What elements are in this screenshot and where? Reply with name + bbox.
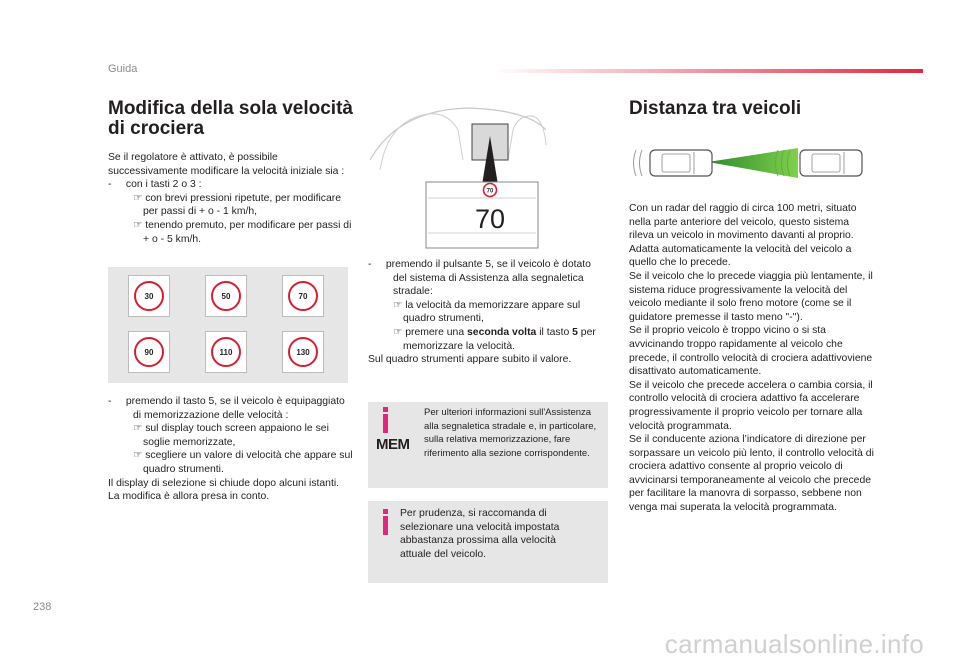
left-item-2-sub-2: ☞ scegliere un valore di velocità che appare sul quadro strumenti.	[133, 450, 353, 475]
speed-sign-70: 70	[282, 275, 324, 317]
section-title-cruise-speed: Modifica della sola velocità di crociera	[108, 98, 353, 139]
speed-sign-110: 110	[205, 331, 247, 373]
middle-outro: Sul quadro strumenti appare subito il valore.	[368, 354, 572, 366]
middle-item-1-sub-2: ☞ premere una seconda volta il tasto 5 per memorizzare la velocità.	[393, 326, 596, 352]
dashboard-right-dial	[508, 116, 546, 160]
right-paragraph: Adatta automaticamente la velocità del veicolo a quello che lo precede.	[629, 243, 852, 269]
left-item-2-sub-1: ☞ sul display touch screen appaiono le sei soglie memorizzate,	[133, 423, 329, 448]
header-accent-line	[493, 69, 923, 73]
info-icon	[379, 407, 393, 433]
info-note-text: Per ulteriori informazioni sull'Assistenza alla segnaletica stradale e, in particolare, sulla relativa memorizzazione, fare riferimento alla sezione corrispondente.	[424, 407, 597, 459]
page-number: 238	[33, 601, 52, 613]
speed-sign-90: 90	[128, 331, 170, 373]
speed-signs-panel	[108, 267, 348, 383]
left-intro: Se il regolatore è attivato, è possibile successivamente modificare la velocità iniziale sia :	[108, 152, 345, 177]
left-text-block-1	[108, 151, 353, 246]
vehicle-distance-illustration	[628, 142, 868, 184]
speed-sign-50: 50	[205, 275, 247, 317]
middle-text-block	[368, 258, 603, 367]
mem-badge: MEM	[376, 436, 410, 453]
motion-lines-rear	[634, 150, 643, 176]
prudence-note-text: Per prudenza, si raccomanda di selezionare una velocità impostata abbastanza prossima alla velocità attuale del veicolo.	[400, 508, 560, 560]
info-note-prudence	[368, 501, 608, 583]
zoom-speed-sign-value: 70	[486, 188, 494, 195]
instrument-cluster-illustration	[368, 100, 548, 250]
zoom-speed-value: 70	[474, 204, 506, 234]
left-item-1-sub-2: ☞ tenendo premuto, per modificare per passi di + o - 5 km/h.	[133, 219, 352, 245]
middle-item-1-sub-1: ☞ la velocità da memorizzare appare sul quadro strumenti,	[393, 299, 581, 325]
right-paragraph: Se il veicolo che precede accelera o cambia corsia, il controllo velocità di crociera adattivo fa accelerare progressivamente il proprio veicolo per tornare alla velocità programmata.	[629, 379, 873, 432]
left-item-2: - premendo il tasto 5, se il veicolo è equipaggiato di memorizzazione delle velocità :	[108, 396, 345, 421]
left-text-block-2	[108, 395, 353, 504]
section-title-distance: Distanza tra veicoli	[629, 98, 802, 119]
left-item-1: - con i tasti 2 o 3 :	[108, 179, 202, 191]
right-paragraph: Se il proprio veicolo è troppo vicino o si sta avvicinando troppo rapidamente al veicolo che precede, il controllo velocità di crociera adattivoviene disattivato automaticamente.	[629, 325, 873, 378]
speed-sign-30: 30	[128, 275, 170, 317]
dashboard-left-dial	[380, 114, 463, 170]
left-outro-1: Il display di selezione si chiude dopo alcuni istanti.	[108, 477, 340, 489]
section-header: Guida	[108, 63, 138, 75]
speed-sign-130: 130	[282, 331, 324, 373]
right-text-block	[629, 202, 874, 515]
preceding-vehicle-icon	[800, 150, 862, 176]
info-icon	[379, 509, 393, 535]
left-item-1-sub-1: ☞ con brevi pressioni ripetute, per modificare per passi di + o - 1 km/h,	[133, 192, 341, 218]
middle-item-1: - premendo il pulsante 5, se il veicolo è dotato del sistema di Assistenza alla segnaletica stradale:	[368, 259, 591, 298]
left-outro-2: La modifica è allora presa in conto.	[108, 491, 270, 503]
right-paragraph: Con un radar del raggio di circa 100 metri, situato nella parte anteriore del veicolo, questo sistema rileva un veicolo in movimento davanti al proprio.	[629, 203, 857, 242]
watermark: carmanualsonline.info	[664, 629, 924, 659]
dashboard-outline	[370, 108, 546, 160]
radar-beam	[708, 148, 798, 178]
info-note-mem	[368, 402, 608, 488]
own-vehicle-icon	[650, 150, 712, 176]
right-paragraph: Se il veicolo che lo precede viaggia più lentamente, il sistema riduce progressivamente la velocità del veicolo mediante il solo freno motore (come se il guidatore premesse il tasto meno "-").	[629, 270, 873, 323]
right-paragraph: Se il conducente aziona l’indicatore di direzione per sorpassare un veicolo più lento, il controllo velocità di crociera adattivo consente al proprio veicolo di avvicinarsi temporaneamente al veicolo che precede per facilitare la manovra di sorpasso, sebbene non venga mai superata la velocità programmata.	[629, 434, 874, 514]
